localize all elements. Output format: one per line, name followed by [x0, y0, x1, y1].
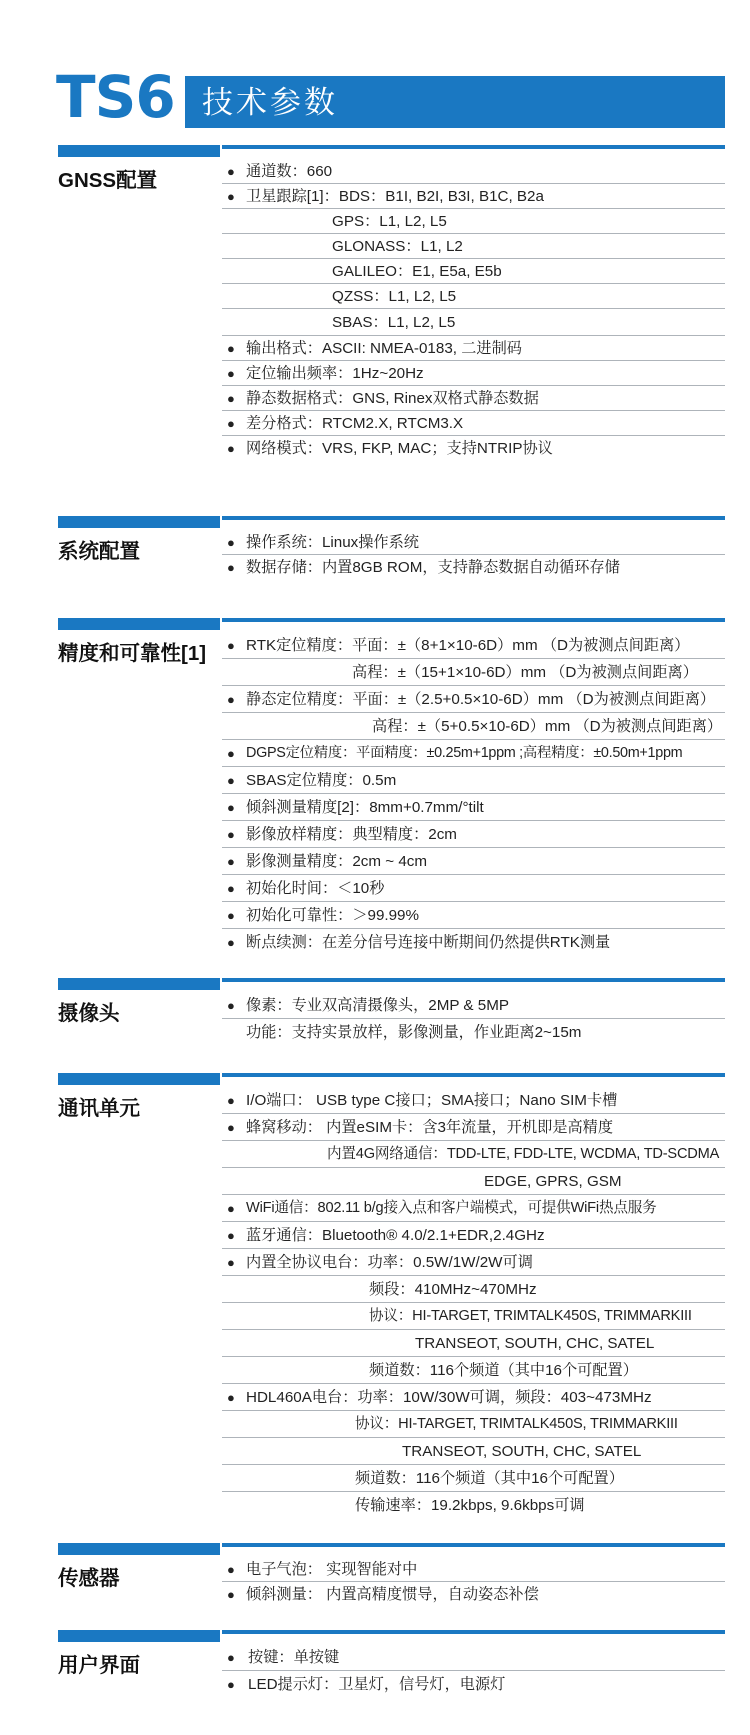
spec-text: 差分格式：RTCM2.X, RTCM3.X [246, 415, 464, 432]
spec-row [222, 361, 725, 386]
spec-list [222, 1557, 725, 1607]
spec-text: 静态数据格式：GNS, Rinex双格式静态数据 [246, 390, 539, 407]
spec-row [222, 1438, 725, 1465]
spec-list [222, 992, 725, 1046]
bullet-icon: ● [227, 692, 235, 707]
spec-row [222, 1411, 725, 1438]
section-bar [58, 516, 220, 528]
spec-row [222, 929, 725, 956]
bullet-icon: ● [227, 827, 235, 842]
spec-text: 卫星跟踪[1]：BDS：B1I, B2I, B3I, B1C, B2a [246, 188, 544, 205]
spec-row [222, 632, 725, 659]
spec-text: 初始化可靠性：＞99.99% [246, 907, 420, 924]
bullet-icon: ● [227, 998, 235, 1013]
spec-row [222, 1582, 725, 1607]
spec-row [222, 1141, 725, 1168]
spec-text: QZSS：L1, L2, L5 [332, 288, 457, 305]
spec-row [222, 1087, 725, 1114]
spec-text: 按键：单按键 [248, 1649, 340, 1666]
bullet-icon: ● [227, 881, 235, 896]
spec-text: 内置全协议电台：功率：0.5W/1W/2W可调 [246, 1254, 533, 1271]
spec-text: GLONASS：L1, L2 [332, 238, 463, 255]
spec-text: TRANSEOT, SOUTH, CHC, SATEL [415, 1335, 655, 1352]
spec-text: SBAS定位精度：0.5m [246, 772, 397, 789]
section-bar [58, 1073, 220, 1085]
spec-text: 频道数：116个频道（其中16个可配置） [355, 1470, 624, 1487]
bullet-icon: ● [227, 189, 235, 204]
section-title: GNSS配置 [58, 169, 158, 192]
spec-row [222, 555, 725, 580]
spec-row [222, 234, 725, 259]
spec-text: TRANSEOT, SOUTH, CHC, SATEL [402, 1443, 642, 1460]
title-banner [185, 76, 725, 128]
spec-text: 倾斜测量： 内置高精度惯导，自动姿态补偿 [246, 1586, 539, 1603]
spec-text: 频道数：116个频道（其中16个可配置） [369, 1362, 638, 1379]
spec-list [222, 159, 725, 461]
spec-row [222, 1357, 725, 1384]
spec-row [222, 1303, 725, 1330]
spec-text: 功能：支持实景放样，影像测量，作业距离2~15m [246, 1024, 582, 1041]
spec-row [222, 821, 725, 848]
spec-text: 断点续测：在差分信号连接中断期间仍然提供RTK测量 [246, 934, 611, 951]
spec-row [222, 992, 725, 1019]
section-rule [222, 1073, 725, 1077]
spec-row [222, 436, 725, 461]
bullet-icon: ● [227, 391, 235, 406]
section-rule [222, 145, 725, 149]
section-bar [58, 618, 220, 630]
spec-text: 蜂窝移动： 内置eSIM卡：含3年流量，开机即是高精度 [246, 1119, 614, 1136]
spec-row [222, 209, 725, 234]
spec-row [222, 848, 725, 875]
bullet-icon: ● [227, 1093, 235, 1108]
spec-text: 高程：±（5+0.5×10-6D）mm （D为被测点间距离） [372, 718, 723, 735]
spec-row [222, 713, 725, 740]
bullet-icon: ● [227, 773, 235, 788]
spec-text: 协议：HI-TARGET, TRIMTALK450S, TRIMMARKIII [355, 1416, 678, 1432]
spec-text: 传输速率：19.2kbps, 9.6kbps可调 [355, 1497, 585, 1514]
section-title: 用户界面 [58, 1654, 140, 1677]
bullet-icon: ● [227, 854, 235, 869]
section-rule [222, 978, 725, 982]
spec-text: 影像测量精度：2cm ~ 4cm [246, 853, 428, 870]
spec-row [222, 386, 725, 411]
spec-text: 像素：专业双高清摄像头，2MP & 5MP [246, 997, 510, 1014]
spec-row [222, 740, 725, 767]
section-bar [58, 1543, 220, 1555]
bullet-icon: ● [227, 1120, 235, 1135]
spec-text: HDL460A电台：功率：10W/30W可调，频段：403~473MHz [246, 1389, 652, 1406]
section-bar [58, 1630, 220, 1642]
spec-list [222, 530, 725, 580]
spec-list [222, 1087, 725, 1519]
spec-text: WiFi通信：802.11 b/g接入点和客户端模式，可提供WiFi热点服务 [246, 1200, 657, 1216]
spec-row [222, 284, 725, 309]
spec-text: GPS：L1, L2, L5 [332, 213, 447, 230]
spec-row [222, 1019, 725, 1046]
spec-row [222, 1114, 725, 1141]
spec-row [222, 659, 725, 686]
spec-row [222, 309, 725, 336]
spec-text: 操作系统：Linux操作系统 [246, 534, 419, 551]
spec-text: 电子气泡： 实现智能对中 [246, 1561, 418, 1578]
spec-text: LED提示灯：卫星灯，信号灯，电源灯 [248, 1676, 506, 1693]
bullet-icon: ● [227, 441, 235, 456]
spec-text: 内置4G网络通信：TDD-LTE, FDD-LTE, WCDMA, TD-SCDMA [327, 1146, 720, 1162]
spec-row [222, 1276, 725, 1303]
section-title: 传感器 [58, 1567, 120, 1590]
spec-list [222, 1644, 725, 1698]
bullet-icon: ● [227, 1677, 235, 1692]
spec-row [222, 1671, 725, 1698]
spec-list [222, 632, 725, 956]
bullet-icon: ● [227, 535, 235, 550]
section-rule [222, 618, 725, 622]
spec-text: 频段：410MHz~470MHz [369, 1281, 537, 1298]
bullet-icon: ● [227, 341, 235, 356]
page-title: 技术参数 [202, 85, 338, 120]
spec-text: EDGE, GPRS, GSM [484, 1173, 622, 1190]
bullet-icon: ● [227, 935, 235, 950]
bullet-icon: ● [227, 1255, 235, 1270]
spec-text: 协议：HI-TARGET, TRIMTALK450S, TRIMMARKIII [369, 1308, 692, 1324]
section-bar [58, 978, 220, 990]
spec-row [222, 1195, 725, 1222]
section-title: 摄像头 [58, 1002, 120, 1025]
spec-row [222, 411, 725, 436]
bullet-icon: ● [227, 746, 235, 761]
spec-text: 初始化时间：＜10秒 [246, 880, 385, 897]
spec-text: 通道数：660 [246, 163, 333, 180]
bullet-icon: ● [227, 366, 235, 381]
bullet-icon: ● [227, 164, 235, 179]
bullet-icon: ● [227, 1650, 235, 1665]
bullet-icon: ● [227, 416, 235, 431]
spec-text: GALILEO：E1, E5a, E5b [332, 263, 502, 280]
bullet-icon: ● [227, 1587, 235, 1602]
spec-row [222, 902, 725, 929]
section-bar [58, 145, 220, 157]
spec-row [222, 1465, 725, 1492]
spec-text: RTK定位精度：平面：±（8+1×10-6D）mm （D为被测点间距离） [246, 637, 690, 654]
spec-row [222, 767, 725, 794]
bullet-icon: ● [227, 1228, 235, 1243]
section-title: 系统配置 [58, 540, 140, 563]
section-title: 精度和可靠性[1] [58, 642, 207, 665]
spec-row [222, 159, 725, 184]
section-rule [222, 516, 725, 520]
spec-text: 网络模式：VRS, FKP, MAC；支持NTRIP协议 [246, 440, 553, 457]
bullet-icon: ● [227, 800, 235, 815]
section-title: 通讯单元 [58, 1097, 140, 1120]
page-header [0, 0, 750, 140]
spec-row [222, 1492, 725, 1519]
spec-row [222, 1222, 725, 1249]
model-name: TS6 [56, 63, 175, 131]
bullet-icon: ● [227, 908, 235, 923]
spec-row [222, 1249, 725, 1276]
spec-text: I/O端口： USB type C接口；SMA接口；Nano SIM卡槽 [246, 1092, 618, 1109]
section-rule [222, 1543, 725, 1547]
bullet-icon: ● [227, 1390, 235, 1405]
spec-text: 倾斜测量精度[2]：8mm+0.7mm/°tilt [246, 799, 484, 816]
spec-row [222, 1557, 725, 1582]
spec-text: 输出格式：ASCII: NMEA-0183, 二进制码 [246, 340, 522, 357]
spec-row [222, 184, 725, 209]
spec-text: 蓝牙通信：Bluetooth® 4.0/2.1+EDR,2.4GHz [246, 1227, 545, 1244]
spec-row [222, 686, 725, 713]
spec-text: 高程：±（15+1×10-6D）mm （D为被测点间距离） [352, 664, 698, 681]
spec-row [222, 259, 725, 284]
spec-row [222, 875, 725, 902]
spec-row [222, 1384, 725, 1411]
spec-row [222, 1168, 725, 1195]
spec-text: SBAS：L1, L2, L5 [332, 314, 456, 331]
bullet-icon: ● [227, 1201, 235, 1216]
spec-text: DGPS定位精度：平面精度：±0.25m+1ppm ;高程精度：±0.50m+1ppm [246, 745, 683, 761]
spec-row [222, 336, 725, 361]
bullet-icon: ● [227, 1562, 235, 1577]
spec-text: 数据存储：内置8GB ROM，支持静态数据自动循环存储 [246, 559, 620, 576]
spec-row [222, 1644, 725, 1671]
section-rule [222, 1630, 725, 1634]
spec-text: 静态定位精度：平面：±（2.5+0.5×10-6D）mm （D为被测点间距离） [246, 691, 716, 708]
spec-row [222, 794, 725, 821]
bullet-icon: ● [227, 560, 235, 575]
spec-row [222, 530, 725, 555]
spec-row [222, 1330, 725, 1357]
spec-text: 影像放样精度：典型精度：2cm [246, 826, 457, 843]
bullet-icon: ● [227, 638, 235, 653]
spec-text: 定位输出频率：1Hz~20Hz [246, 365, 424, 382]
